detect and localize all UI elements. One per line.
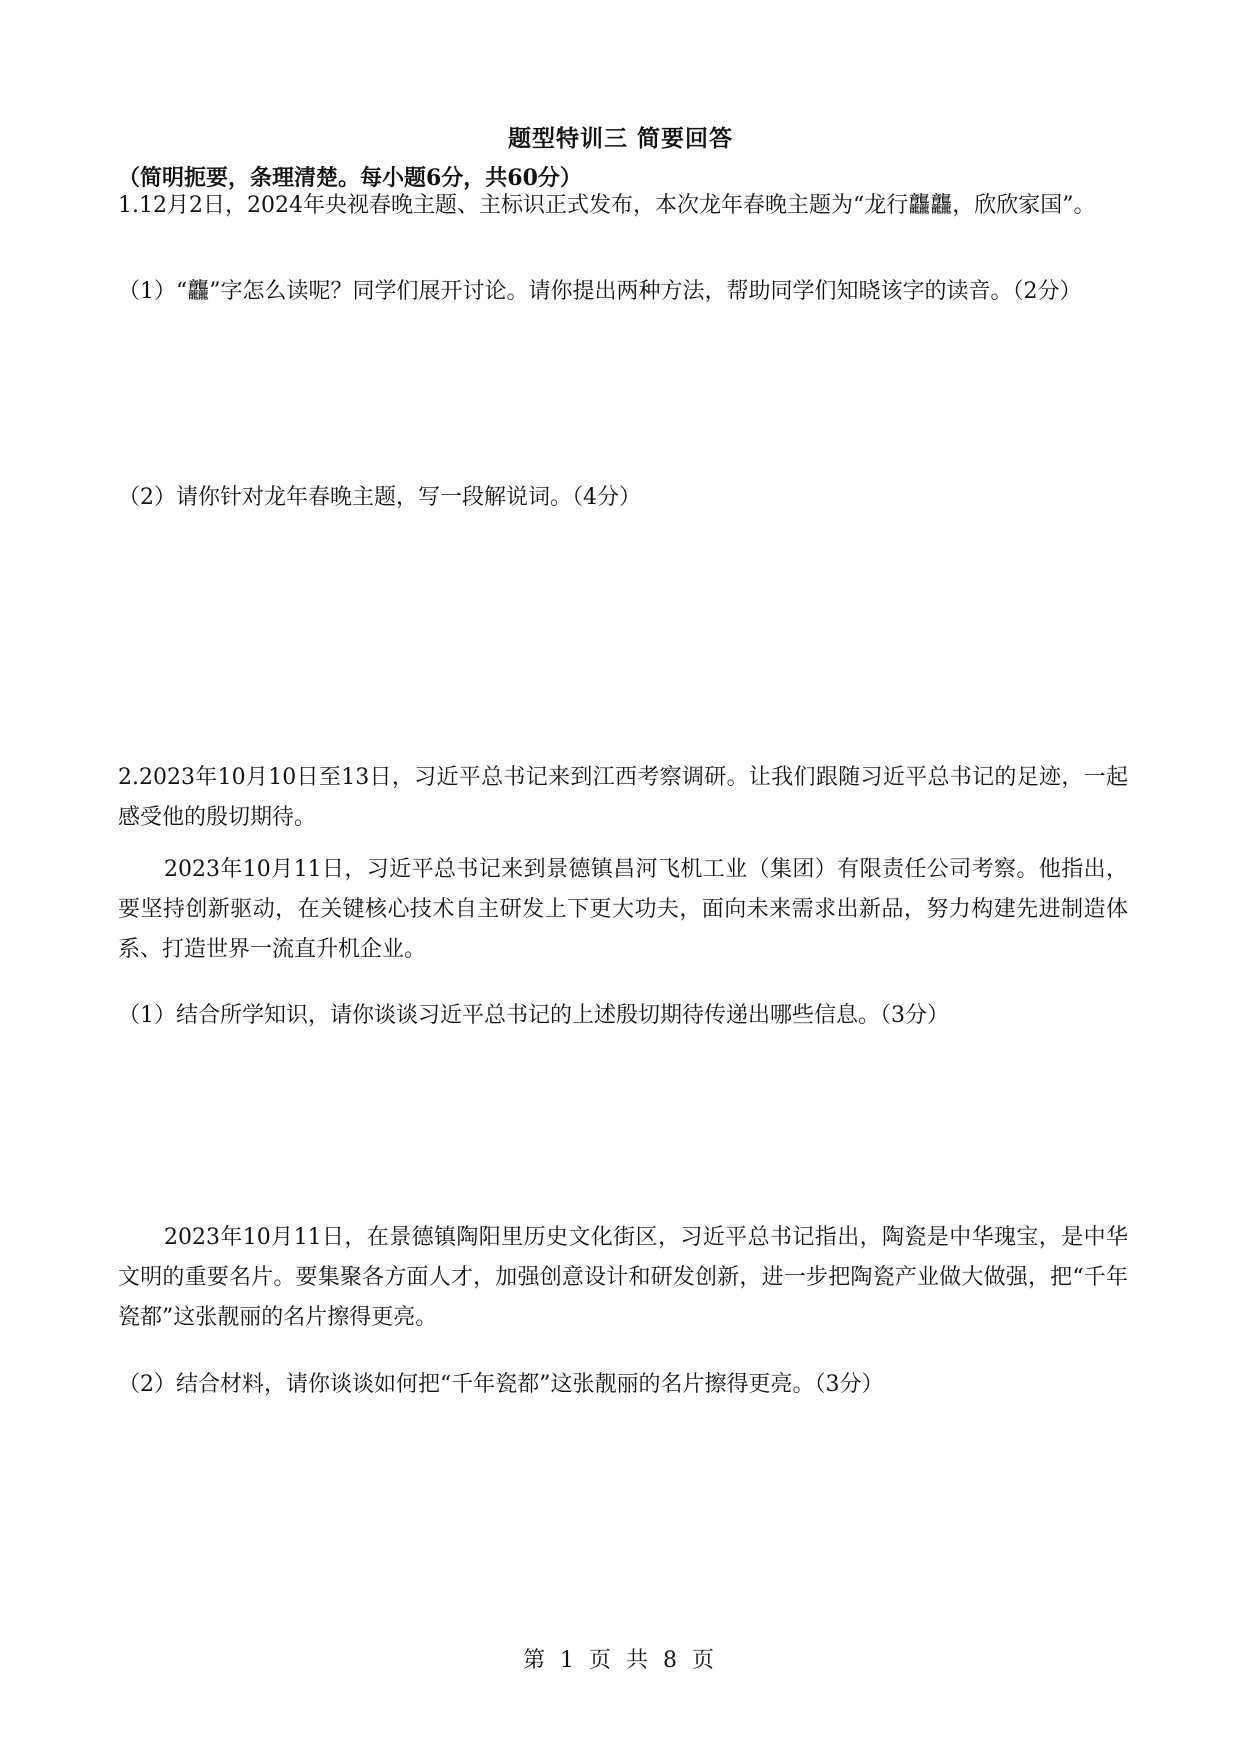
instruction-text: （简明扼要，条理清楚。每小题6分，共60分） <box>118 165 582 191</box>
question-2-stem: 2.2023年10月10日至13日，习近平总书记来到江西考察调研。让我们跟随习近平总书记的足迹，一起感受他的殷切期待。 <box>118 765 1128 830</box>
page-title: 题型特训三 简要回答 <box>507 125 733 152</box>
question-2-material-1: 2023年10月11日，习近平总书记来到景德镇昌河飞机工业（集团）有限责任公司考察。他指出，要坚持创新驱动，在关键核心技术自主研发上下更大功夫，面向未来需求出新品，努力构建先进制造体系、打造世界一流直升机企业。 <box>118 857 1128 962</box>
question-1-stem: 1.12月2日，2024年央视春晚主题、主标识正式发布，本次龙年春晚主题为“龙行龘龘，欣欣家国”。 <box>118 193 1096 218</box>
question-1-sub-2: （2）请你针对龙年春晚主题，写一段解说词。（4分） <box>118 485 641 510</box>
question-2-sub-1: （1）结合所学知识，请你谈谈习近平总书记的上述殷切期待传递出哪些信息。（3分） <box>118 1003 949 1028</box>
question-2-material-2: 2023年10月11日，在景德镇陶阳里历史文化街区，习近平总书记指出，陶瓷是中华瑰宝，是中华文明的重要名片。要集聚各方面人才，加强创意设计和研发创新，进一步把陶瓷产业做大做强，把“千年瓷都”这张靓丽的名片擦得更亮。 <box>118 1225 1128 1330</box>
page-footer: 第 1 页 共 8 页 <box>523 1648 718 1673</box>
question-1-sub-1: （1）“龘”字怎么读呢？同学们展开讨论。请你提出两种方法，帮助同学们知晓该字的读音。（2分） <box>118 279 1082 304</box>
question-2-sub-2: （2）结合材料，请你谈谈如何把“千年瓷都”这张靓丽的名片擦得更亮。（3分） <box>118 1372 884 1397</box>
